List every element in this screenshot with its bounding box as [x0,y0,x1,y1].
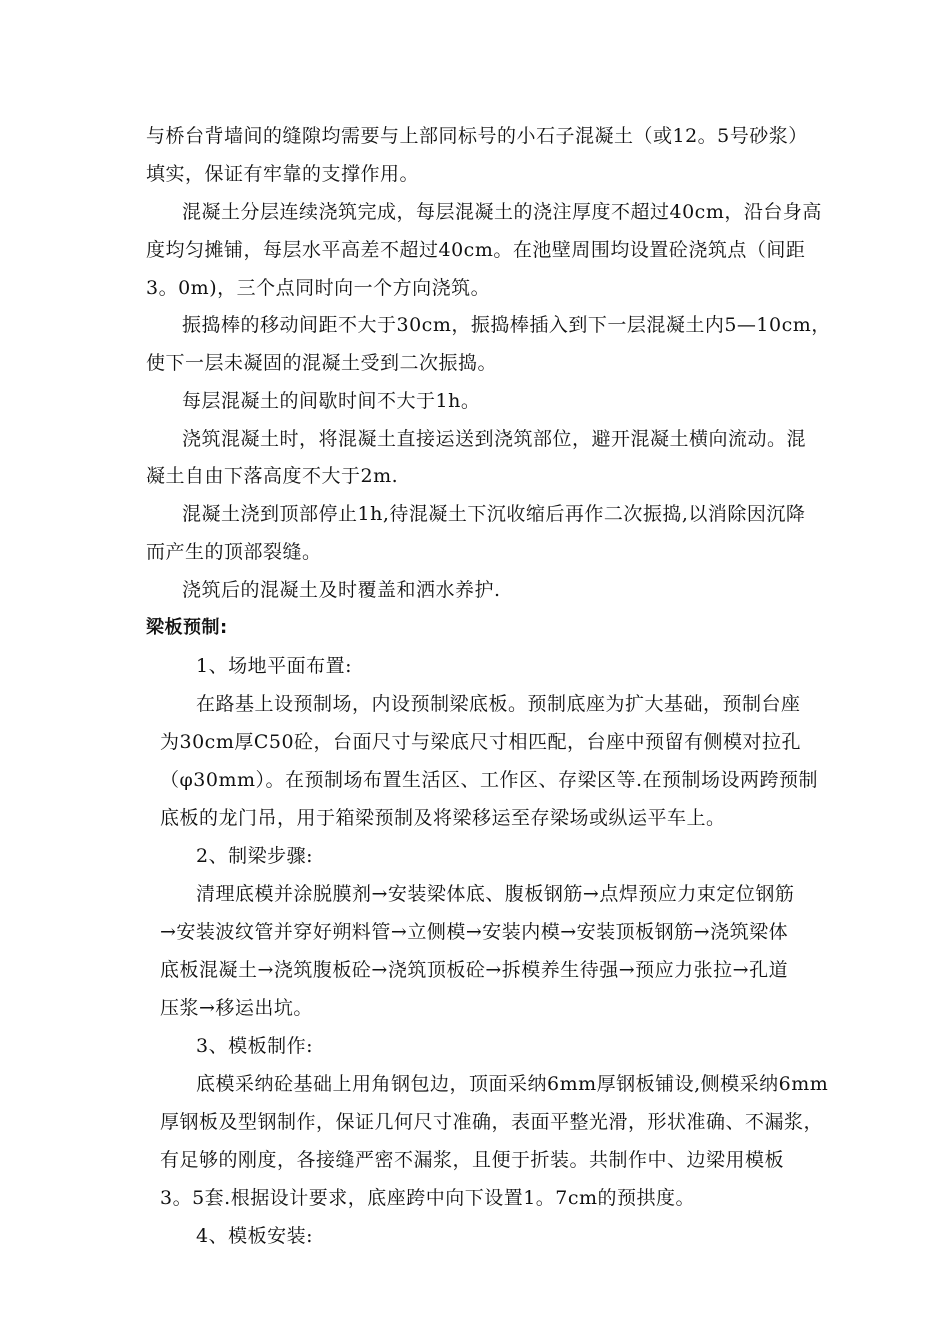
text-line: 振捣棒的移动间距不大于30cm，振捣棒插入到下一层混凝土内5—10cm， [182,314,831,336]
subsection-heading: 3、模板制作: [196,1035,313,1057]
text-line: 3。5套.根据设计要求，底座跨中向下设置1。7cm的预拱度。 [160,1187,696,1209]
text-line: 凝土自由下落高度不大于2m. [146,465,399,487]
text-line: 压浆→移运出坑。 [160,997,313,1019]
text-line: 使下一层未凝固的混凝土受到二次振捣。 [146,352,498,374]
subsection-heading: 2、制梁步骤: [196,845,313,867]
text-line: 浇筑混凝土时，将混凝土直接运送到浇筑部位，避开混凝土横向流动。混 [182,428,807,450]
text-line: 底板混凝土→浇筑腹板砼→浇筑顶板砼→拆模养生待强→预应力张拉→孔道 [160,959,789,981]
subsection-heading: 1、场地平面布置: [196,655,352,677]
text-line: 在路基上设预制场，内设预制梁底板。预制底座为扩大基础，预制台座 [196,693,801,715]
text-line: 浇筑后的混凝土及时覆盖和洒水养护. [182,579,501,601]
text-line: 有足够的刚度，各接缝严密不漏浆，且便于折装。共制作中、边梁用模板 [160,1149,785,1171]
subsection-heading: 4、模板安装: [196,1225,313,1247]
text-line: 底板的龙门吊，用于箱梁预制及将梁移运至存梁场或纵运平车上。 [160,807,726,829]
text-line: 混凝土分层连续浇筑完成，每层混凝土的浇注厚度不超过40cm，沿台身高 [182,201,822,223]
text-line: 每层混凝土的间歇时间不大于1h。 [182,390,481,412]
text-line: 而产生的顶部裂缝。 [146,541,322,563]
section-heading: 梁板预制: [146,617,228,638]
text-line: 底模采纳砼基础上用角钢包边，顶面采纳6mm厚钢板铺设,侧模采纳6mm [196,1073,829,1095]
text-line: 填实，保证有牢靠的支撑作用。 [146,163,420,185]
text-line: （φ30mm）。在预制场布置生活区、工作区、存梁区等.在预制场设两跨预制 [160,769,819,791]
text-line: 3。0m)，三个点同时向一个方向浇筑。 [146,277,491,299]
text-line: 度均匀摊铺，每层水平高差不超过40cm。在池壁周围均设置砼浇筑点（间距 [146,239,806,261]
text-line: 与桥台背墙间的缝隙均需要与上部同标号的小石子混凝土（或12。5号砂浆） [146,125,808,147]
text-line: 清理底模并涂脱膜剂→安装梁体底、腹板钢筋→点焊预应力束定位钢筋 [196,883,795,905]
text-line: 为30cm厚C50砼，台面尺寸与梁底尺寸相匹配，台座中预留有侧模对拉孔 [160,731,802,753]
text-line: 厚钢板及型钢制作，保证几何尺寸准确，表面平整光滑，形状准确、不漏浆， [160,1111,824,1133]
text-line: 混凝土浇到顶部停止1h,待混凝土下沉收缩后再作二次振捣,以消除因沉降 [182,503,806,525]
text-line: →安装波纹管并穿好朔料管→立侧模→安装内模→安装顶板钢筋→浇筑梁体 [160,921,789,943]
